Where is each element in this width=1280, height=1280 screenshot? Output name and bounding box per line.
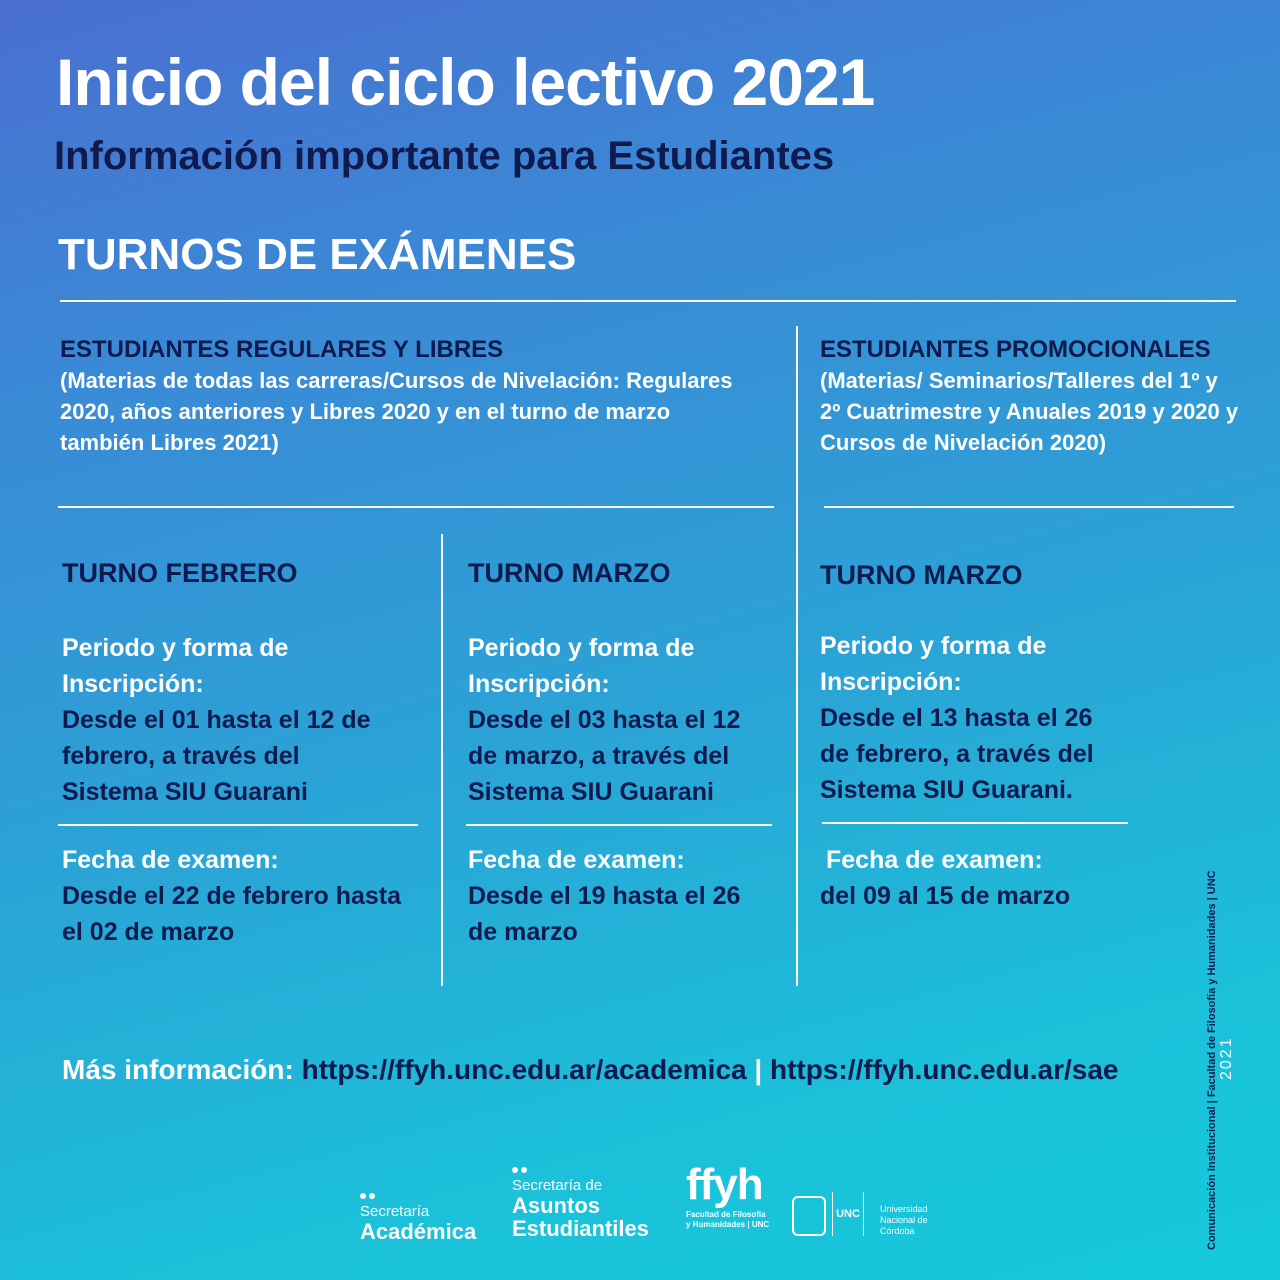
turno-marzo-promocionales-examen [820,842,1150,914]
examen-value: Desde el 22 de febrero hasta el 02 de marzo [62,882,402,946]
unc-badge: UNC [832,1192,864,1236]
page-title: Inicio del ciclo lectivo 2021 [56,45,875,119]
turno-febrero-title: TURNO FEBRERO [62,558,298,588]
divider-promocionales [824,506,1234,508]
logo-sae-top: Secretaría de [512,1177,603,1194]
logo-academica-top: Secretaría [360,1203,430,1220]
inscripcion-value: Desde el 13 hasta el 26 de febrero, a través del Sistema SIU Guarani. [820,704,1094,804]
inscripcion-value: Desde el 01 hasta el 12 de febrero, a través del Sistema SIU Guarani [62,706,371,806]
inscripcion-value: Desde el 03 hasta el 12 de marzo, a través del Sistema SIU Guarani [468,706,741,806]
divider-vertical-main [796,326,798,986]
more-info [62,1054,1119,1086]
turno-marzo-regulares-title: TURNO MARZO [468,558,671,588]
divider-marzo-promocionales [822,822,1128,824]
turno-marzo-regulares-examen [468,842,788,950]
link-academica[interactable]: https://ffyh.unc.edu.ar/academica [301,1054,747,1085]
link-separator: | [754,1054,763,1085]
divider-top [60,300,1236,302]
side-credit: Comunicación Institucional | Facultad de Filosofía y Humanidades | UNC [1206,870,1218,1250]
logo-sae-mid: Asuntos [512,1193,600,1218]
turno-febrero-inscripcion [62,630,422,810]
unc-name: Universidad Nacional de Córdoba [880,1204,928,1236]
side-year: 2021 [1218,1036,1235,1080]
logo-ffyh-subtitle: Facultad de Filosofía y Humanidades | UNC [686,1210,770,1229]
page-subtitle: Información importante para Estudiantes [54,134,835,178]
inscripcion-label: Periodo y forma de Inscripción: [62,634,289,698]
logo-secretaria-academica [360,1186,476,1244]
more-info-label: Más información: [62,1054,294,1085]
turno-febrero-examen [62,842,432,950]
unc-seal-icon [792,1196,826,1236]
divider-regulares [58,506,774,508]
promocionales-description: (Materias/ Seminarios/Talleres del 1º y 2º Cuatrimestre y Anuales 2019 y 2020 y Cursos de Nivelación 2020) [820,368,1239,455]
link-sae[interactable]: https://ffyh.unc.edu.ar/sae [770,1054,1119,1085]
examen-label: Fecha de examen: [62,846,279,874]
divider-marzo-regulares [466,824,772,826]
promocionales-title: ESTUDIANTES PROMOCIONALES [820,336,1211,363]
regulares-description: (Materias de todas las carreras/Cursos de Nivelación: Regulares 2020, años anteriores y Libres 2020 y en el turno de marzo también Libres 2021) [60,368,733,455]
logo-secretaria-asuntos-estudiantiles [512,1160,649,1240]
logo-academica-bottom: Académica [360,1219,477,1244]
dots-icon [512,1160,530,1178]
examen-value: del 09 al 15 de marzo [820,882,1071,910]
logo-sae-bottom: Estudiantiles [512,1216,649,1241]
inscripcion-label: Periodo y forma de Inscripción: [468,634,695,698]
section-title: TURNOS DE EXÁMENES [58,230,577,279]
dots-icon [360,1186,378,1204]
logo-ffyh [686,1160,770,1230]
turno-marzo-regulares-inscripcion [468,630,788,810]
examen-label: Fecha de examen: [826,846,1043,874]
promocionales-header [820,334,1240,458]
turno-marzo-promocionales-title: TURNO MARZO [820,560,1023,590]
logo-ffyh-wordmark: ffyh [686,1160,763,1209]
divider-vertical-regulares [441,534,443,986]
logo-unc [786,1190,946,1240]
inscripcion-label: Periodo y forma de Inscripción: [820,632,1047,696]
divider-febrero [58,824,418,826]
regulares-title: ESTUDIANTES REGULARES Y LIBRES [60,336,504,363]
turno-marzo-promocionales-inscripcion [820,628,1150,808]
regulares-header [60,334,760,458]
examen-value: Desde el 19 hasta el 26 de marzo [468,882,741,946]
examen-label: Fecha de examen: [468,846,685,874]
